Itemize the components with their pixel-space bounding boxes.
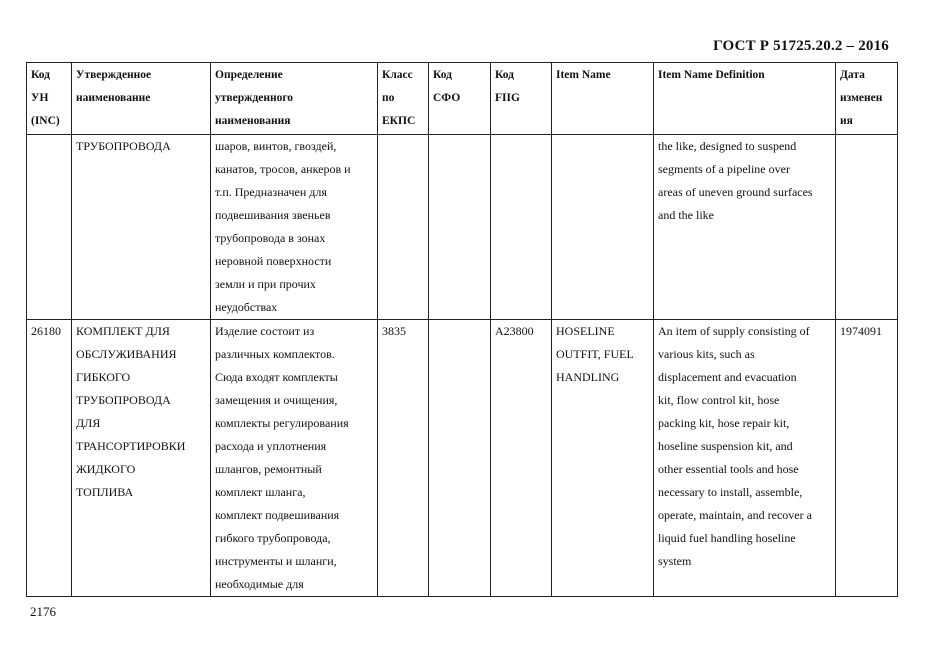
cell-item-name-definition: the like, designed to suspend segments of a pipeline over areas of uneven ground surfaces and the like — [654, 135, 836, 320]
cell-class: 3835 — [378, 320, 429, 597]
cell-inc — [27, 135, 72, 320]
col-header-approved-name: Утвержденное наименование — [72, 63, 211, 135]
col-header-sfo: Код СФО — [429, 63, 491, 135]
document-title: ГОСТ Р 51725.20.2 – 2016 — [713, 38, 889, 54]
cell-approved-name: КОМПЛЕКТ ДЛЯ ОБСЛУЖИВАНИЯ ГИБКОГО ТРУБОПРОВОДА ДЛЯ ТРАНСОРТИРОВКИ ЖИДКОГО ТОПЛИВА — [72, 320, 211, 597]
col-header-fiig: Код FIIG — [491, 63, 552, 135]
table-header-row — [27, 63, 898, 135]
col-header-class: Класс по ЕКПС — [378, 63, 429, 135]
col-header-definition: Определение утвержденного наименования — [211, 63, 378, 135]
col-header-item-name: Item Name — [552, 63, 654, 135]
col-header-item-name-definition: Item Name Definition — [654, 63, 836, 135]
table-row — [27, 320, 898, 597]
cell-change-date: 1974091 — [836, 320, 898, 597]
cell-fiig — [491, 135, 552, 320]
col-header-inc: Код УН (INC) — [27, 63, 72, 135]
cell-inc: 26180 — [27, 320, 72, 597]
table-row — [27, 135, 898, 320]
page-number: 2176 — [30, 604, 56, 619]
cell-sfo — [429, 135, 491, 320]
cell-definition: Изделие состоит из различных комплектов. Сюда входят комплекты замещения и очищения, комплекты регулирования расхода и уплотнения шлангов, ремонтный комплект шланга, комплект подвешивания гибкого трубопровода, инструменты и шланги, необходимые для — [211, 320, 378, 597]
cell-item-name — [552, 135, 654, 320]
catalog-table — [26, 62, 898, 597]
cell-item-name-definition: An item of supply consisting of various kits, such as displacement and evacuation kit, flow control kit, hose packing kit, hose repair kit, hoseline suspension kit, and other essential tools and hose necessary to install, assemble, operate, maintain, and recover a liquid fuel handling hoseline system — [654, 320, 836, 597]
cell-sfo — [429, 320, 491, 597]
cell-item-name: HOSELINE OUTFIT, FUEL HANDLING — [552, 320, 654, 597]
cell-definition: шаров, винтов, гвоздей, канатов, тросов, анкеров и т.п. Предназначен для подвешивания звеньев трубопровода в зонах неровной поверхности земли и при прочих неудобствах — [211, 135, 378, 320]
cell-class — [378, 135, 429, 320]
cell-change-date — [836, 135, 898, 320]
cell-fiig: A23800 — [491, 320, 552, 597]
cell-approved-name: ТРУБОПРОВОДА — [72, 135, 211, 320]
col-header-change-date: Дата изменен ия — [836, 63, 898, 135]
